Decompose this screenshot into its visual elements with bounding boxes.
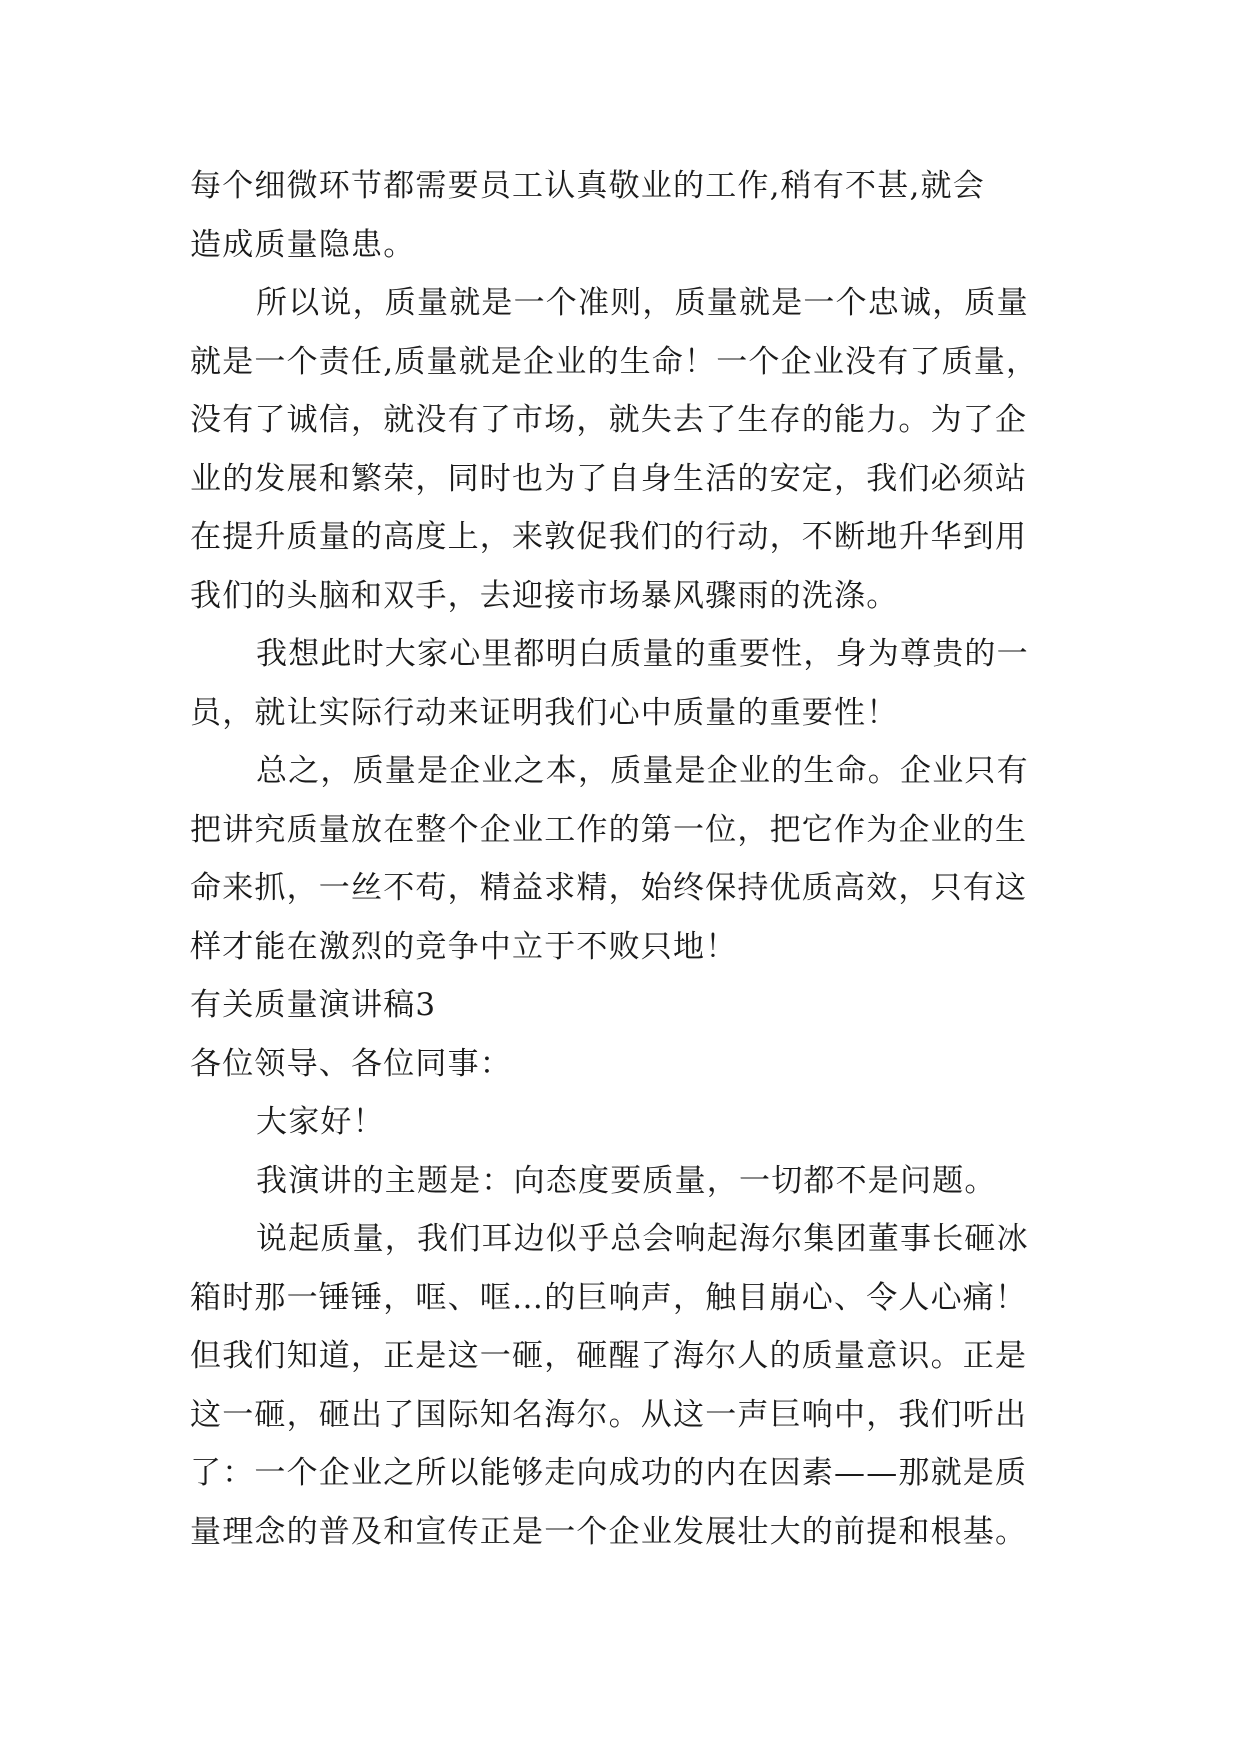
text-line: 箱时那一锤锤，哐、哐…的巨响声，触目崩心、令人心痛！ bbox=[190, 1279, 1028, 1316]
text-line: 说起质量，我们耳边似乎总会响起海尔集团董事长砸冰 bbox=[256, 1221, 1029, 1257]
text-line: 各位领导、各位同事： bbox=[190, 1045, 512, 1082]
text-line: 大家好！ bbox=[256, 1104, 385, 1140]
text-line: 我们的头脑和双手，去迎接市场暴风骤雨的洗涤。 bbox=[190, 577, 899, 614]
text-line: 员，就让实际行动来证明我们心中质量的重要性！ bbox=[190, 694, 899, 731]
text-line: 没有了诚信，就没有了市场，就失去了生存的能力。为了企 bbox=[190, 402, 1028, 438]
text-line: 样才能在激烈的竞争中立于不败只地！ bbox=[190, 928, 738, 965]
text-line: 这一砸，砸出了国际知名海尔。从这一声巨响中，我们听出 bbox=[190, 1396, 1028, 1433]
text-line: 就是一个责任,质量就是企业的生命！一个企业没有了质量， bbox=[190, 343, 1039, 380]
text-line: 有关质量演讲稿3 bbox=[190, 987, 437, 1023]
text-line: 量理念的普及和宣传正是一个企业发展壮大的前提和根基。 bbox=[190, 1513, 1028, 1550]
text-line: 总之，质量是企业之本，质量是企业的生命。企业只有 bbox=[256, 753, 1029, 789]
text-line: 在提升质量的高度上，来敦促我们的行动，不断地升华到用 bbox=[190, 519, 1028, 555]
text-line: 我想此时大家心里都明白质量的重要性，身为尊贵的一 bbox=[256, 636, 1029, 672]
document-body bbox=[190, 157, 1070, 1561]
text-line: 但我们知道，正是这一砸，砸醒了海尔人的质量意识。正是 bbox=[190, 1338, 1028, 1374]
text-line: 把讲究质量放在整个企业工作的第一位，把它作为企业的生 bbox=[190, 811, 1028, 848]
text-line: 了：一个企业之所以能够走向成功的内在因素——那就是质 bbox=[190, 1455, 1028, 1491]
text-line: 我演讲的主题是：向态度要质量，一切都不是问题。 bbox=[256, 1162, 997, 1199]
text-line: 所以说，质量就是一个准则，质量就是一个忠诚，质量 bbox=[256, 285, 1029, 321]
text-line: 造成质量隐患。 bbox=[190, 226, 416, 263]
text-line: 每个细微环节都需要员工认真敬业的工作,稍有不甚,就会 bbox=[190, 168, 985, 204]
text-line: 命来抓，一丝不苟，精益求精，始终保持优质高效，只有这 bbox=[190, 870, 1028, 906]
text-line: 业的发展和繁荣，同时也为了自身生活的安定，我们必须站 bbox=[190, 460, 1028, 497]
